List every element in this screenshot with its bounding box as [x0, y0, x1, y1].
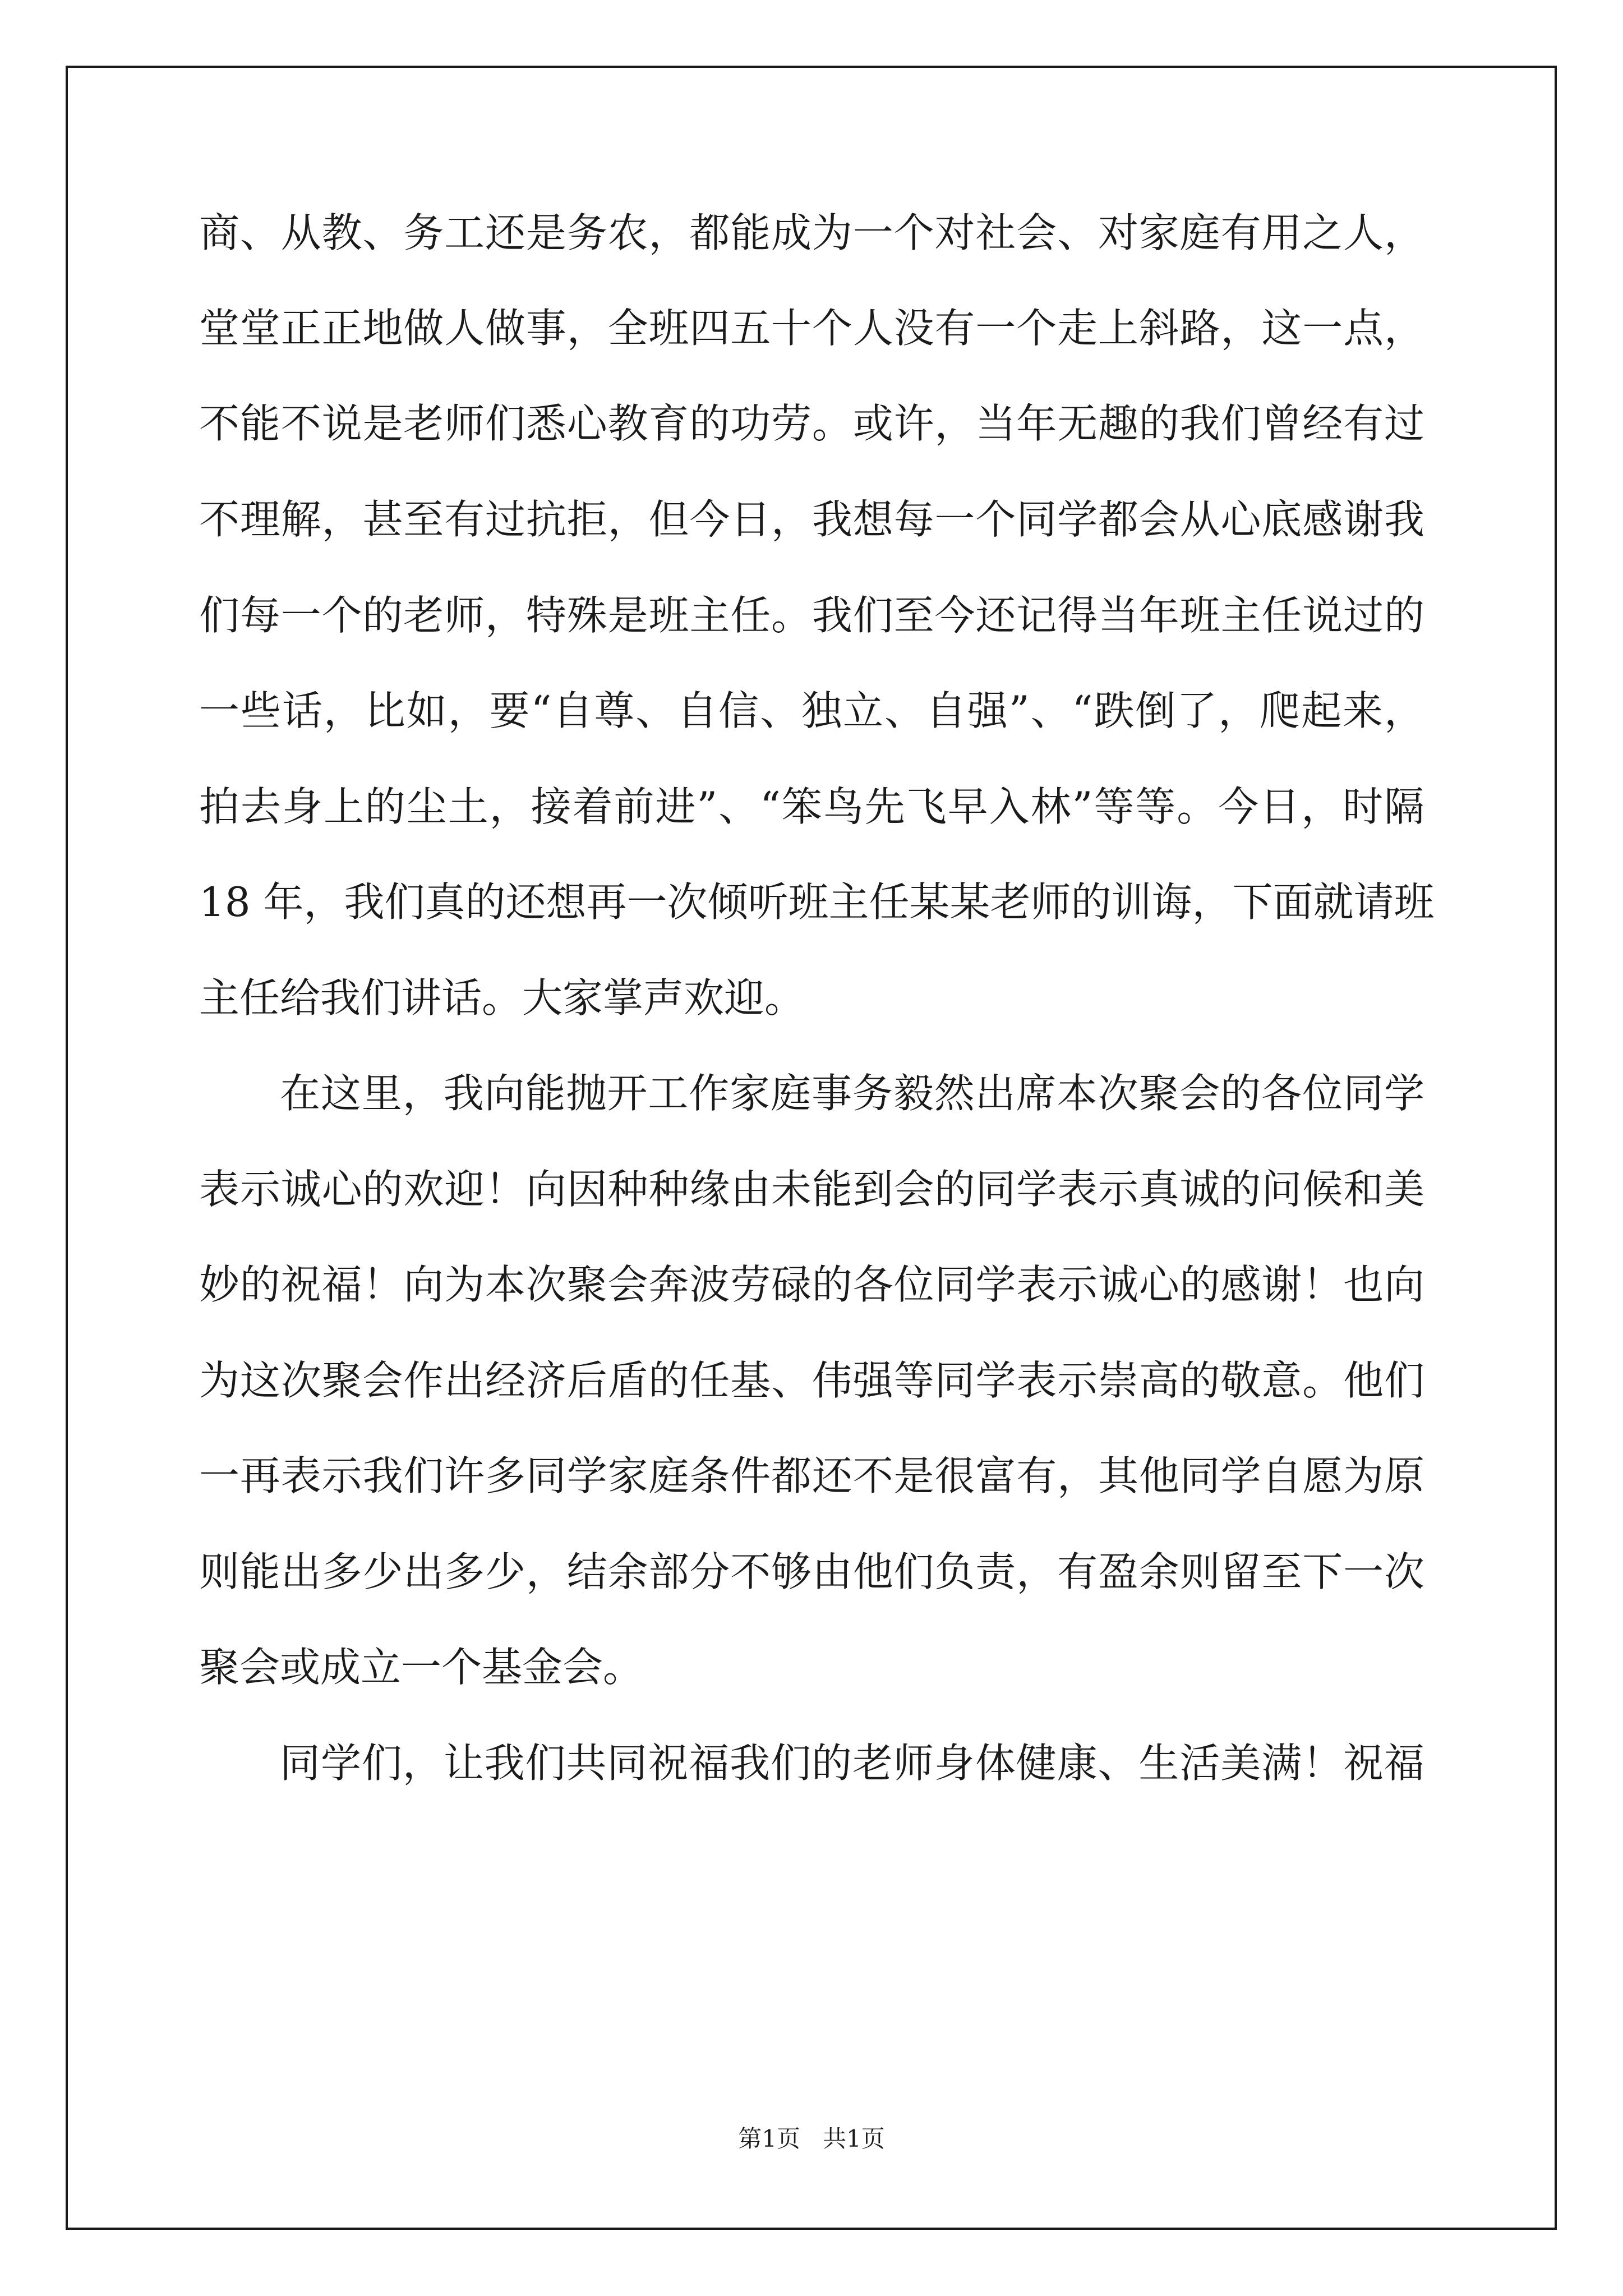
- text-line-9: 主任给我们讲话。大家掌声欢迎。: [199, 974, 805, 1022]
- text-line-4: 不理解，甚至有过抗拒，但今日，我想每一个同学都会从心底感谢我: [199, 496, 1424, 543]
- text-line-11: 表示诚心的欢迎！向因种种缘由未能到会的同学表示真诚的问候和美: [199, 1166, 1424, 1213]
- text-line-14: 一再表示我们许多同学家庭条件都还不是很富有，其他同学自愿为原: [199, 1452, 1424, 1499]
- text-line-12: 妙的祝福！向为本次聚会奔波劳碌的各位同学表示诚心的感谢！也向: [199, 1261, 1424, 1308]
- text-line-7: 拍去身上的尘土，接着前进”、“笨鸟先飞早入林”等等。今日，时隔: [199, 783, 1424, 830]
- page-border: [66, 66, 1557, 2230]
- text-line-5: 们每一个的老师，特殊是班主任。我们至今还记得当年班主任说过的: [199, 592, 1424, 639]
- text-line-16: 聚会或成立一个基金会。: [199, 1644, 644, 1691]
- text-line-6: 一些话，比如，要“自尊、自信、独立、自强”、“跌倒了，爬起来，: [199, 687, 1424, 734]
- text-line-17: 同学们，让我们共同祝福我们的老师身体健康、生活美满！祝福: [280, 1740, 1424, 1787]
- text-line-8: 18 年，我们真的还想再一次倾听班主任某某老师的训诲，下面就请班: [199, 878, 1435, 926]
- text-line-10: 在这里，我向能抛开工作家庭事务毅然出席本次聚会的各位同学: [280, 1070, 1424, 1117]
- page-footer: 第1页 共1页: [738, 2125, 885, 2152]
- text-line-13: 为这次聚会作出经济后盾的任基、伟强等同学表示崇高的敬意。他们: [199, 1357, 1424, 1404]
- text-line-3: 不能不说是老师们悉心教育的功劳。或许，当年无趣的我们曾经有过: [199, 400, 1424, 447]
- text-line-15: 则能出多少出多少，结余部分不够由他们负责，有盈余则留至下一次: [199, 1548, 1424, 1595]
- text-line-2: 堂堂正正地做人做事，全班四五十个人没有一个走上斜路，这一点，: [199, 305, 1424, 352]
- text-line-1: 商、从教、务工还是务农，都能成为一个对社会、对家庭有用之人，: [199, 209, 1424, 256]
